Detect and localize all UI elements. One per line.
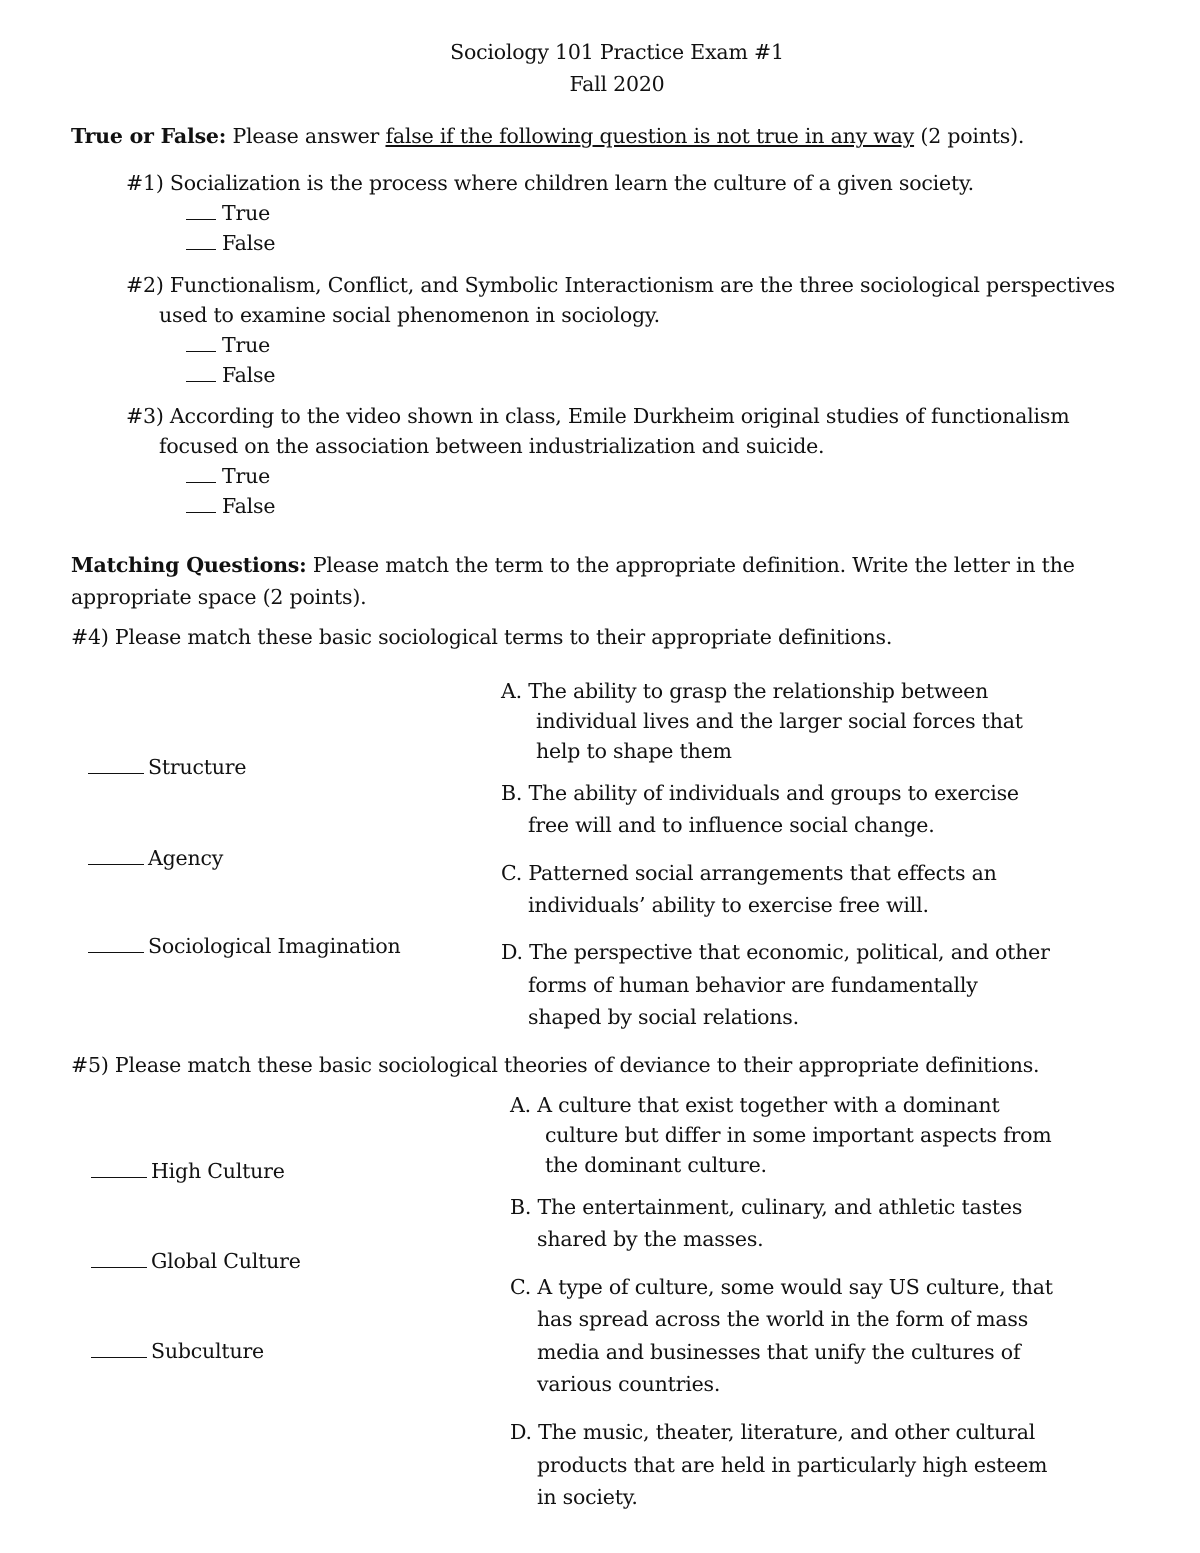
true-false-heading: True or False:	[71, 124, 227, 148]
q5-def-d-line-2: products that are held in particularly high esteem	[537, 1453, 1048, 1477]
answer-blank[interactable]	[88, 844, 144, 865]
question-3-line-1: #3) According to the video shown in class, Emile Durkheim original studies of functionalism	[126, 404, 1070, 428]
question-2-line-1: #2) Functionalism, Conflict, and Symbolic Interactionism are the three sociological perspectives	[126, 273, 1115, 297]
q4-def-b-line-2: free will and to influence social change.	[528, 813, 935, 837]
q3-option-true[interactable]	[186, 461, 270, 491]
term-label: High Culture	[151, 1159, 285, 1183]
answer-blank[interactable]	[91, 1157, 147, 1178]
q4-def-a-line-3: help to shape them	[536, 739, 732, 763]
answer-blank[interactable]	[91, 1337, 147, 1358]
option-label: True	[222, 464, 271, 488]
question-3-line-2: focused on the association between industrialization and suicide.	[159, 434, 825, 458]
answer-blank[interactable]	[186, 462, 216, 483]
question-5-prompt: #5) Please match these basic sociological theories of deviance to their appropriate definitions.	[71, 1053, 1040, 1077]
q4-def-c-line-2: individuals’ ability to exercise free will.	[528, 893, 929, 917]
q2-option-false[interactable]	[186, 360, 275, 390]
q5-def-c-line-3: media and businesses that unify the cultures of	[537, 1340, 1021, 1364]
true-false-instructions	[71, 121, 1024, 151]
term-label: Structure	[148, 755, 247, 779]
answer-blank[interactable]	[88, 932, 144, 953]
q2-option-true[interactable]	[186, 330, 270, 360]
term-label: Agency	[148, 846, 224, 870]
q4-def-c-line-1: C. Patterned social arrangements that effects an	[501, 861, 997, 885]
question-4-prompt: #4) Please match these basic sociological terms to their appropriate definitions.	[71, 625, 893, 649]
q5-def-c-line-2: has spread across the world in the form of mass	[537, 1307, 1029, 1331]
true-false-intro: Please answer	[232, 124, 380, 148]
q5-term-high-culture	[91, 1156, 285, 1186]
exam-term: Fall 2020	[569, 72, 665, 96]
option-label: False	[222, 494, 276, 518]
q3-option-false[interactable]	[186, 491, 275, 521]
q5-term-subculture	[91, 1336, 264, 1366]
answer-blank[interactable]	[186, 492, 216, 513]
q5-def-d-line-1: D. The music, theater, literature, and other cultural	[510, 1420, 1036, 1444]
q5-def-a-line-1: A. A culture that exist together with a dominant	[510, 1093, 1000, 1117]
answer-blank[interactable]	[186, 331, 216, 352]
q5-def-a-line-2: culture but differ in some important aspects from	[545, 1123, 1052, 1147]
true-false-intro-underlined: false if the following question is not true in any way	[385, 124, 915, 148]
q5-def-c-line-4: various countries.	[537, 1372, 721, 1396]
option-label: False	[222, 231, 276, 255]
q4-def-d-line-2: forms of human behavior are fundamentally	[528, 973, 978, 997]
answer-blank[interactable]	[88, 753, 144, 774]
q4-term-sociological-imagination	[88, 931, 401, 961]
q4-def-d-line-3: shaped by social relations.	[528, 1005, 799, 1029]
matching-intro-line-2: appropriate space (2 points).	[71, 585, 367, 609]
q1-option-true[interactable]	[186, 198, 270, 228]
q5-def-c-line-1: C. A type of culture, some would say US culture, that	[510, 1275, 1053, 1299]
q5-def-d-line-3: in society.	[537, 1485, 638, 1509]
option-label: True	[222, 333, 271, 357]
q5-term-global-culture	[91, 1246, 301, 1276]
q1-option-false[interactable]	[186, 228, 275, 258]
q5-def-b-line-2: shared by the masses.	[537, 1227, 764, 1251]
question-2-line-2: used to examine social phenomenon in sociology.	[159, 303, 660, 327]
matching-heading: Matching Questions:	[71, 553, 307, 577]
answer-blank[interactable]	[186, 229, 216, 250]
q4-def-d-line-1: D. The perspective that economic, political, and other	[501, 940, 1050, 964]
answer-blank[interactable]	[186, 361, 216, 382]
q4-def-a-line-1: A. The ability to grasp the relationship between	[501, 679, 989, 703]
question-1: #1) Socialization is the process where children learn the culture of a given society.	[126, 171, 974, 195]
q4-term-structure	[88, 752, 246, 782]
term-label: Subculture	[151, 1339, 264, 1363]
option-label: True	[222, 201, 271, 225]
option-label: False	[222, 363, 276, 387]
answer-blank[interactable]	[186, 199, 216, 220]
q4-def-a-line-2: individual lives and the larger social forces that	[536, 709, 1023, 733]
term-label: Sociological Imagination	[148, 934, 401, 958]
term-label: Global Culture	[151, 1249, 301, 1273]
q5-def-b-line-1: B. The entertainment, culinary, and athletic tastes	[510, 1195, 1023, 1219]
exam-title: Sociology 101 Practice Exam #1	[450, 40, 784, 64]
matching-intro-line-1: Please match the term to the appropriate definition. Write the letter in the	[312, 553, 1075, 577]
q5-def-a-line-3: the dominant culture.	[545, 1153, 767, 1177]
q4-term-agency	[88, 843, 223, 873]
answer-blank[interactable]	[91, 1247, 147, 1268]
q4-def-b-line-1: B. The ability of individuals and groups to exercise	[501, 781, 1019, 805]
matching-instructions	[71, 550, 1075, 580]
true-false-intro-end: (2 points).	[920, 124, 1025, 148]
